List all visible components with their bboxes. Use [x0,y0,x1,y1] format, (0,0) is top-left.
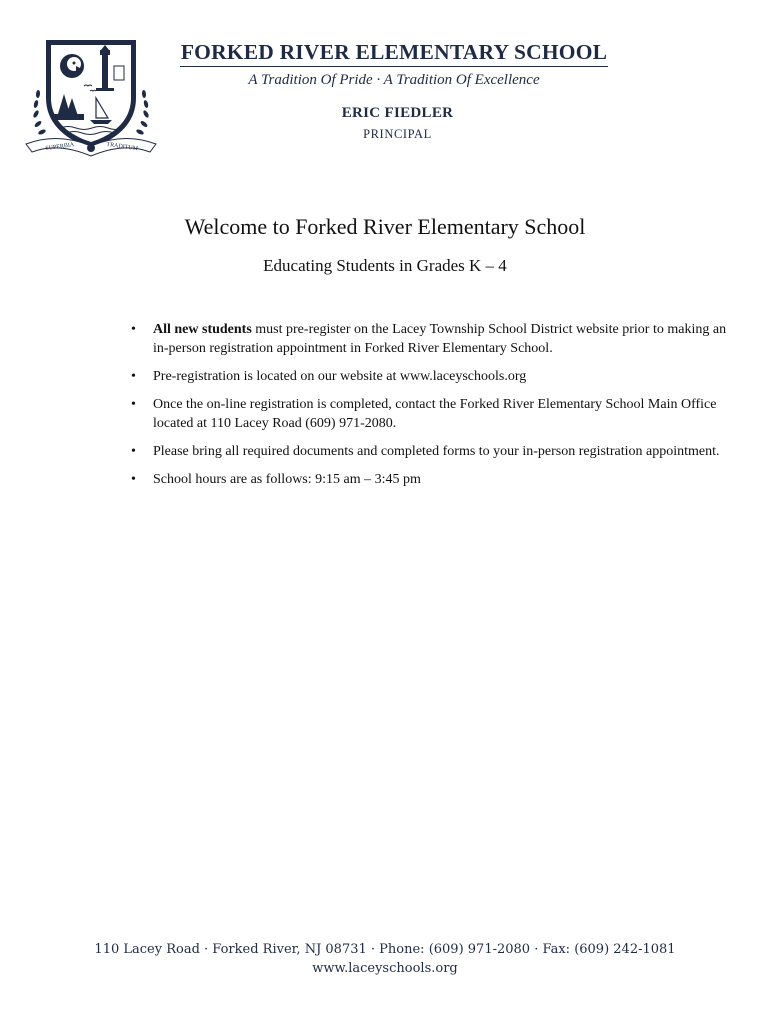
list-item-text: must pre-register on the Lacey Township School District website prior to making an in-person registration appointment in Forked River Elementary School. [153,322,727,356]
principal-title: PRINCIPAL [363,127,432,141]
school-crest-logo [24,36,158,158]
bullet-icon: • [131,397,136,412]
bullet-icon: • [131,472,136,487]
footer-address: 110 Lacey Road · Forked River, NJ 08731 · Phone: (609) 971-2080 · Fax: (609) 242-1081 [94,942,676,957]
list-item [128,470,728,489]
registration-info-list [128,320,728,498]
grades-subtitle: Educating Students in Grades K – 4 [263,256,507,275]
laurel-branch-right [136,90,150,136]
footer-website: www.laceyschools.org [312,961,458,976]
list-item-text: Once the on-line registration is completed, contact the Forked River Elementary School Main Office located at 110 Lacey Road (609) 971-2080. [153,397,717,431]
eagle-icon [60,54,84,78]
list-item [128,395,728,433]
laurel-branch-left [32,90,46,136]
letterhead [180,38,608,89]
list-item-text: School hours are as follows: 9:15 am – 3:45 pm [153,472,421,487]
ribbon-text-left: SUPERBIA [45,142,75,152]
bullet-icon: • [131,444,136,459]
list-item [128,442,728,461]
letterhead-divider [180,66,608,67]
ribbon-medallion [87,144,95,152]
ribbon-text-right: TRADITUM [106,141,139,153]
welcome-heading: Welcome to Forked River Elementary School [184,214,586,239]
list-item-emphasis: All new students [153,322,252,337]
school-name: FORKED RIVER ELEMENTARY SCHOOL [180,40,608,64]
bullet-icon: • [131,322,136,337]
school-motto: A Tradition Of Pride · A Tradition Of Excellence [248,72,540,88]
list-item-text: Pre-registration is located on our website at www.laceyschools.org [153,369,527,384]
principal-name: ERIC FIEDLER [341,105,454,121]
list-item [128,320,728,358]
bullet-icon: • [131,369,136,384]
page-footer [0,940,770,978]
list-item-text: Please bring all required documents and completed forms to your in-person registration appointment. [153,444,720,459]
list-item [128,367,728,386]
